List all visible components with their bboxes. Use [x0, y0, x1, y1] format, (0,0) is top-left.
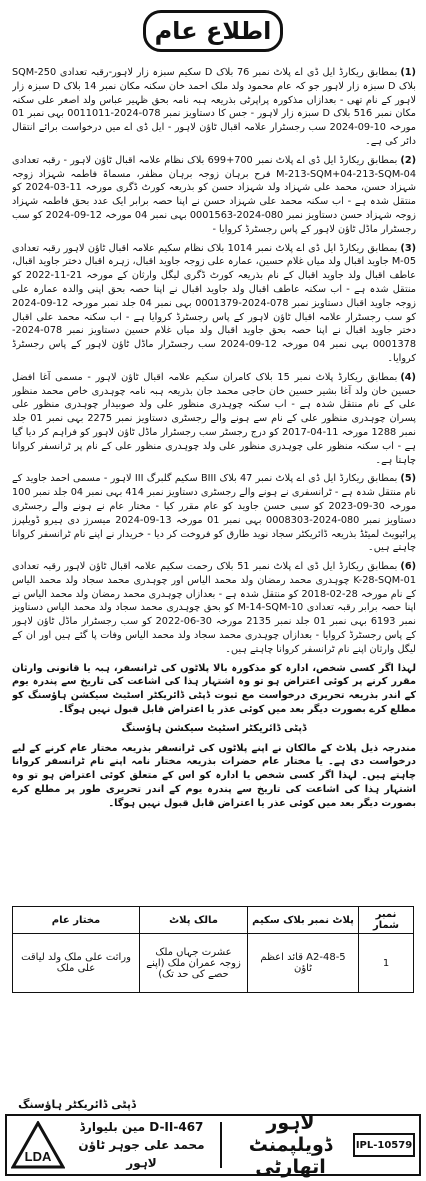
table-cell-serial: 1: [359, 934, 414, 993]
address-line-2: محمد علی جوہر ٹاؤن لاہور: [78, 1138, 205, 1170]
paragraph-text: بمطابق ریکارڈ ایل ڈی اے پلاٹ نمبر 700+699 بلاک نظام علامہ اقبال ٹاؤن لاہور - رقبہ تعدادی 04-M-213-SQM+04-213-SQM فرح برہان زوجہ برہان مظفر، مسماۃ فاطمہ شہزاد زوجہ شہزاد حسن، محمد علی شہزاد ولد شہزاد حسن کو بذریعہ کورٹ ڈگری مورخہ 11-03-2024 کو منتقل شدہ ہے - اب سکنہ محمد علی شہزاد حسن نے اپنا حصہ برابر ایک عدد بحق فاطمہ شہزاد زوجہ شہزاد حسن دستاویز نمبر 080-2024-0001563 بہی نمبر 04 مورخہ 12-09-2024 کو سب رجسٹرار ماڈل ٹاؤن لاہور کے پاس رجسٹرڈ کروایا -: [12, 154, 416, 235]
table-header-plot: پلاٹ نمبر بلاک سکیم: [248, 907, 359, 934]
footer-banner: [5, 1114, 421, 1176]
table-cell-owner: عشرت جہاں ملک زوجہ عمران ملک (اپنے حصے کی حد تک): [140, 934, 248, 993]
paragraph-5: [12, 472, 416, 555]
paragraph-number: (3): [400, 242, 416, 254]
paragraph-number: (2): [400, 154, 416, 166]
paragraph-number: (5): [400, 473, 416, 485]
lda-logo-icon: [7, 1118, 69, 1172]
ipl-code: IPL-10579: [353, 1133, 415, 1157]
paragraph-4: [12, 371, 416, 468]
lda-logo-graphic: [11, 1121, 65, 1169]
notice-body: [12, 66, 416, 906]
table-header-row: [13, 907, 414, 934]
paragraph-3: [12, 242, 416, 366]
table-cell-attorney: وراثت علی ملک ولد لیاقت علی ملک: [13, 934, 140, 993]
paragraph-number: (1): [400, 67, 416, 78]
table-row: [13, 934, 414, 993]
table-header-serial: نمبر شمار: [359, 907, 414, 934]
paragraph-number: (4): [400, 371, 416, 383]
paragraph-text: بمطابق ریکارڈ ایل ڈی اے پلاٹ نمبر 51 بلاک رحمت سکیم علامہ اقبال ٹاؤن لاہور رقبہ تعدادی 01-K-28-SQM چوہدری محمد رمضان ولد محمد الیاس اور چوہدری محمد سجاد ولد محمد الیاس کے نام مورخہ 28-02-2018 کو منتقل شدہ ہے - بعدازاں چوہدری محمد رمضان ولد محمد الیاس نے اپنا حصہ برابر رقبہ تعدادی 10-M-14-SQM کو بحق چوہدری محمد سجاد ولد محمد الیاس دستاویز نمبر 6193 بہی نمبر 01 جلد نمبر 2135 مورخہ 30-06-2022 کو سب رجسٹرار ماڈل ٹاؤن لاہور کے پاس رجسٹرڈ کروایا - بعدازاں چوہدری محمد سجاد ولد محمد الیاس وفات پا گئے ہیں اور ان کے لیگل وارثان اپنے نام ٹرانسفر کروانا چاہتے ہیں۔: [12, 561, 416, 655]
organization-name: لاہور ڈویلپمنٹ اتھارٹی: [248, 1112, 333, 1178]
footer-address: [69, 1118, 214, 1172]
paragraph-number: (6): [400, 561, 416, 573]
table-header-owner: مالک پلاٹ: [140, 907, 248, 934]
paragraph-text: بمطابق ریکارڈ ایل ڈی اے پلاٹ نمبر 1014 بلاک نظام سکیم علامہ اقبال ٹاؤن لاہور رقبہ تعدادی 05-M جاوید اقبال ولد میاں غلام حسین، عمارہ علی زوجہ جاوید اقبال، زہرہ اقبال دختر جاوید اقبال، عاطف اقبال ولد جاوید اقبال کے نام بذریعہ کورٹ ڈگری لیگل وارثان کے مورخہ 21-11-2022 کو منتقل شدہ ہے - اب سکنہ عاطف اقبال ولد جاوید اقبال نے اپنا حصہ بحق اپنی والدہ عمارہ علی زوجہ جاوید اقبال دستاویز نمبر 078-2024-0001379 بہی نمبر 04 جلد نمبر مورخہ 12-09-2024 کو سب رجسٹرار علامہ اقبال ٹاؤن لاہور کے پاس رجسٹرڈ کروایا ہے - اب سکنہ محمد علی اقبال دختر جاوید اقبال نے اپنا حصہ بحق جاوید اقبال ولد میاں غلام حسین دستاویز نمبر 078-2024-0001378 بہی نمبر 04 مورخہ 12-09-2024 سب رجسٹرار ماڈل ٹاؤن لاہور کے پاس رجسٹرڈ کروایا۔: [12, 242, 416, 364]
paragraph-text: بمطابق ریکارڈ ایل ڈی اے پلاٹ نمبر 76 بلاک D سکیم سبزہ زار لاہور-رقبہ تعدادی 250-SQM بلاک D سبزہ زار لاہور جو کہ عام محمود ولد ملک احمد خان سکنہ مکان نمبر 14 بلاک D سبزہ زار لاہور کے نام تھی - بعدازاں مذکورہ پراپرٹی بذریعہ ہبہ نامہ بحق ظہیر عباس ولد اصغر علی سکنہ مکان نمبر 516 بلاک D سبزہ زار لاہور - جس کا دستاویز نمبر 078-2024-0011011 بہی نمبر 01 مورخہ 10-09-2024 سب رجسٹرار علامہ اقبال ٹاؤن لاہور - ایل ڈی اے میں درخواست برائے انتقال دائر کی ہے۔: [12, 67, 416, 147]
table-cell-plot: 48-5-A2 قائد اعظم ٹاؤن: [248, 934, 359, 993]
logo-text: LDA: [24, 1149, 52, 1164]
signature-block: ڈپٹی ڈائریکٹر ہاؤسنگ: [18, 1098, 136, 1111]
objection-notice: لہذا اگر کسی شخص، ادارہ کو مذکورہ بالا پلاٹوں کی ٹرانسفر، ہبہ یا قانونی وارثان مقرر کرنے پر کوئی اعتراض ہو تو وہ اشتہار ہذا کی اشاعت کی تاریخ سے پندرہ یوم کے اندر بذریعہ تحریری درخواست مع ثبوت ڈپٹی ڈائریکٹر اسٹیٹ سیکشن ہاؤسنگ کو مطلع کرے بصورت دیگر بعد میں کوئی عذر یا اعتراض قابل قبول نہیں ہوگا۔: [12, 662, 416, 716]
directorate-label: ڈپٹی ڈائریکٹر اسٹیٹ سیکشن ہاؤسنگ: [121, 722, 307, 734]
table-header-attorney: مختار عام: [13, 907, 140, 934]
paragraph-6: [12, 560, 416, 657]
address-line-1: 467-D-II مین بلیوارڈ: [79, 1120, 204, 1134]
paragraph-2: [12, 154, 416, 237]
paragraph-text: بمطابق ریکارڈ ایل ڈی اے پلاٹ نمبر 47 بلاک BIII سکیم گلبرگ III لاہور - مسمی احمد جاوید کے نام منتقل شدہ ہے - ٹرانسفری نے ہونے والے رجسٹری دستاویز نمبر 414 بہی نمبر 04 جلد نمبر 100 مورخہ 30-09-2023 کو سبی حسن جاوید کو عام مقرر کیا - مختار عام نے ہونے والے رجسٹری دستاویز نمبر 080-2024-0008303 بہی نمبر 01 مورخہ 13-09-2024 میسرز دی ہیرو ڈویلپرز پرائیویٹ لمیٹڈ بذریعہ ڈائریکٹر سجاد نوید طارق کو فروخت کر دیا - خریدار نے اپنے نام ٹرانسفر کروانا چاہتے ہیں۔: [12, 473, 416, 554]
footer-divider: [220, 1122, 222, 1168]
plots-table: [12, 906, 414, 993]
paragraph-text: بمطابق ریکارڈ پلاٹ نمبر 15 بلاک کامران سکیم علامہ اقبال ٹاؤن لاہور - مسمی آغا افضل حسین خان ولد آغا بشیر حسین خان حاجی محمد جان بذریعہ ہبہ نامہ چوہدری خاص محمد منظور علی کے نام منتقل شدہ ہے - اب سکنہ چوہدری منظور علی ولد صوبیدار چوہدری منظور علی پسران چوہدری منظور علی کے نام سے ہونے والے رجسٹری دستاویز نمبر 2275 بہی نمبر 01 جلد نمبر 1288 مورخہ 11-04-2017 کو درج رجسٹر سب رجسٹرار ماڈل ٹاؤن لاہور کو فراہم کر دیا گیا ہے - اب سکنہ منظور علی چوہدری منظور علی ولد چوہدری منظور علی کے نام پر ٹرانسفر کروانا چاہتا ہے۔: [12, 371, 416, 466]
notice-title: اطلاع عام: [143, 10, 283, 52]
paragraph-1: [12, 66, 416, 149]
attorney-notice: مندرجہ ذیل پلاٹ کے مالکان نے اپنے پلاٹوں کی ٹرانسفر بذریعہ مختار عام کرنے کے لیے درخواست دی ہے۔ یا مختار عام حضرات بذریعہ مختار نامہ اپنے نام ٹرانسفر کروانا چاہتے ہیں۔ لہذا اگر کسی شخص یا ادارہ کو اس کے متعلق کوئی اعتراض ہو تو وہ اشتہار ہذا کی اشاعت کی تاریخ سے پندرہ یوم کے اندر تحریری طور پر مطلع کرے بصورت دیگر بعد میں کوئی عذر یا اعتراض قابل قبول نہیں ہوگا۔: [12, 742, 416, 809]
